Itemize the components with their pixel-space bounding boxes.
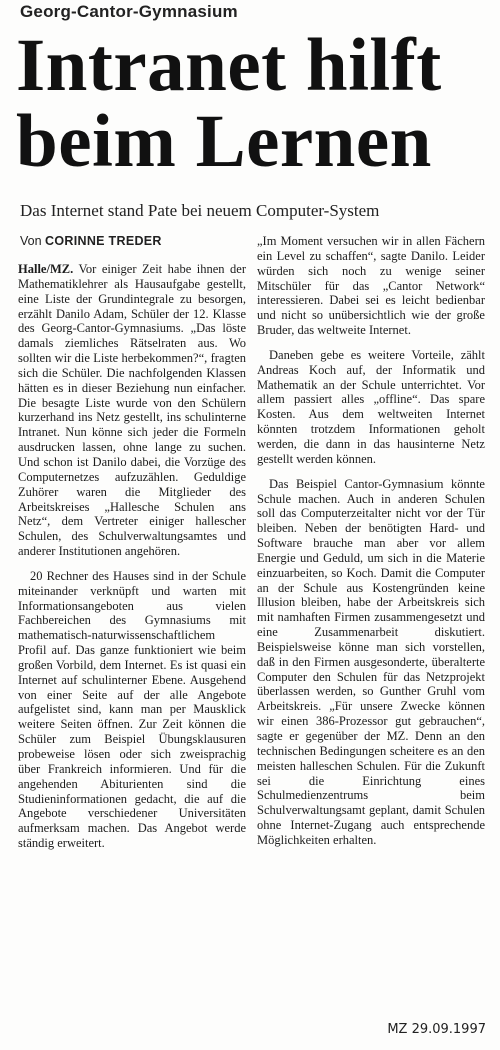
byline (20, 234, 162, 248)
paragraph: Daneben gebe es weitere Vorteile, zählt Andreas Koch auf, der Informatik und Mathematik an der Schule unterrichtet. Vor allem passiert alles „offline“. Das spare Kosten. Aus dem weltweiten Internet könnten trotzdem Informationen geholt werden, die dann in das hausinterne Netz gestellt werden können. (257, 347, 485, 466)
headline-line-1: Intranet hilft (16, 24, 442, 107)
article-column-left (18, 262, 246, 861)
dateline: Halle/MZ. (18, 262, 74, 276)
headline-line-2: beim Lernen (16, 100, 432, 183)
section-rubric: Georg-Cantor-Gymnasium (20, 2, 238, 21)
paragraph: 20 Rechner des Hauses sind in der Schule miteinander verknüpft und warten mit Informationsangeboten aus vielen Fachbereichen des Gymnasiums mit mathematisch-naturwissenschaftlichem Profil auf. Das ganze funktioniert wie beim großen Vorbild, dem Internet. Es ist quasi ein Internet auf schulinterner Ebene. Ausgehend von einer Seite auf der alle Angebote aufgelistet sind, kann man per Mausklick weitere Seiten öffnen. Zur Zeit können die Schüler zum Beispiel Übungsklausuren probeweise lösen oder sich zweisprachig über Frankreich informieren. Und für die angehenden Abiturienten sind die Studieninformationen gedacht, die auf die Angebote verschiedener Universitäten aufmerksam machen. Das Angebot werde ständig erweitert. (18, 568, 246, 851)
paragraph (18, 262, 246, 559)
byline-author: CORINNE TREDER (45, 234, 162, 248)
subheadline: Das Internet stand Pate bei neuem Computer-System (20, 201, 380, 220)
paragraph-text: Vor einiger Zeit habe ihnen der Mathematiklehrer als Hausaufgabe gestellt, eine Liste der Grundintegrale zu besorgen, erzählt Danilo Adam, Schüler der 12. Klasse des Georg-Cantor-Gymnasiums. „Das löste damals ziemliches Rätselraten aus. Wo sollten wir die Liste herbekommen?“, fragten sich die Schüler. Die nachfolgenden Klassen hätten es in dieser Beziehung nun einfacher. Die besagte Liste wurde von den Schülern kurzerhand ins Netz gestellt, ins schulinterne Intranet. Nun könne sich jeder die Formeln ausdrucken lassen, ohne lange zu suchen. Und schon ist Danilo dabei, die Vorzüge des Computernetzes aufzuzählen. Geduldige Zuhörer waren die Mitglieder des Arbeitskreises „Hallesche Schulen ans Netz“, dem Vertreter einiger hallescher Schulen, des Schulverwaltungsamtes und anderer Institutionen angehören. (18, 262, 246, 559)
article-column-right (257, 234, 485, 858)
headline (16, 24, 491, 183)
paragraph: Das Beispiel Cantor-Gymnasium könnte Schule machen. Auch in anderen Schulen soll das Computerzeitalter nicht vor der Tür bleiben. Neben der benötigten Hard- und Software brauche man aber vor allem Energie und Geduld, um sich in die Materie einzuarbeiten, so Koch. Damit die Computer an der Schule aus Kostengründen keine Illusion bleiben, habe der Arbeitskreis sich mit namhaften Firmen zusammengesetzt und eine Zusammenarbeit diskutiert. Beispielsweise könne man sich vorstellen, daß in den Firmen ausgesonderte, überalterte Computer den Schulen für das Netzprojekt überlassen werden, so Gunther Gruhl vom Arbeitskreis. „Für unsere Zwecke können wir einen 386-Prozessor gut gebrauchen“, sagte er gegenüber der MZ. Denn an den technischen Bedingungen scheitere es an den meisten halleschen Schulen. Für die Zukunft sei die Einrichtung eines Schulmedienzentrums beim Schulverwaltungsamt geplant, damit Schulen ohne Internet-Zugang auch entsprechende Möglichkeiten erhalten. (257, 476, 485, 847)
paragraph: „Im Moment versuchen wir in allen Fächern ein Level zu schaffen“, sagte Danilo. Leider würden sich noch zu wenige seiner Mitschüler für das „Cantor Network“ interessieren. Dabei sei es leicht bedienbar und nicht so unübersichtlich wie der große Bruder, das weltweite Internet. (257, 234, 485, 338)
source-date-line: MZ 29.09.1997 (387, 1022, 486, 1037)
faint-archive-stamp (392, 2, 395, 12)
byline-prefix: Von (20, 234, 42, 248)
